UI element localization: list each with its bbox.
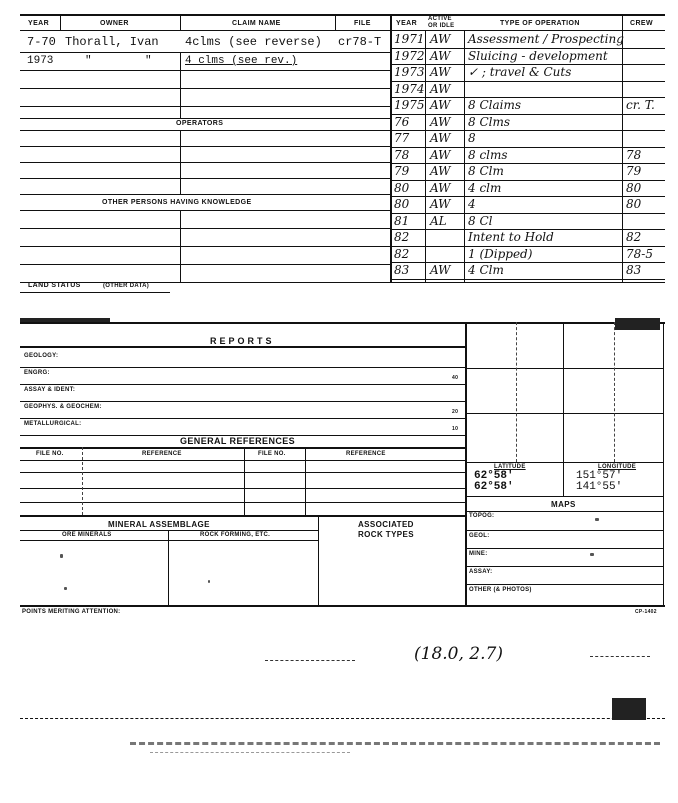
other-persons-rule [20,246,390,247]
activity-active-idle: AW [430,147,451,162]
activity-crew: 78-5 [626,246,653,261]
scan-noise [590,656,650,657]
activity-left-divider [390,14,392,282]
owner-row-2-owner: " [85,55,92,67]
land-status-sub: (OTHER DATA) [103,283,150,289]
grid-bottom-rule [465,462,663,463]
maps-assay-label: ASSAY: [469,569,493,575]
divider [180,52,181,118]
mineral-assemblage-title: MINERAL ASSEMBLAGE [108,520,210,529]
mineral-rule [20,530,318,531]
gen-ref-divider [305,447,306,515]
right-panel-right-border [663,322,664,605]
row-rule [20,52,390,53]
top-border [20,14,665,16]
maps-title: MAPS [551,500,576,509]
activity-active-idle: AW [430,32,451,46]
report-row-label: GEOLOGY: [24,353,59,359]
activity-active-idle: AW [430,263,451,277]
activity-operation: 4 [468,197,476,211]
col-header-active: ACTIVE [428,16,452,22]
mineral-rule [20,540,318,541]
grid-rule [465,413,663,414]
grid-rule [465,368,663,369]
operators-label: OPERATORS [176,120,224,127]
scan-speck [590,553,594,556]
gen-ref-rule [20,502,465,503]
coords-bottom-rule [465,496,663,497]
longitude-value-2: 141°55' [576,481,623,493]
owner-row-1-year: 7-70 [27,35,56,49]
points-meriting-attention-label: POINTS MERITING ATTENTION: [22,609,121,615]
divider [60,16,61,30]
ore-minerals-label: ORE MINERALS [62,532,112,538]
header-bottom-rule [20,30,665,31]
activity-operation: 8 Claims [468,98,521,112]
activity-operation: Assessment / Prospecting [468,32,624,46]
col-header-or-idle: OR IDLE [428,23,455,29]
activity-operation: 8 Clm [468,164,504,178]
form-id: CP-1402 [635,609,657,615]
latitude-value-2: 62°58' [474,481,514,493]
col-header-owner: OWNER [100,20,129,27]
operators-rule [20,178,390,179]
report-row-rule [20,384,465,385]
owner-row-2-year: 1973 [27,55,54,67]
mineral-divider [318,515,319,605]
land-status-bottom-rule [20,322,665,324]
maps-other-label: OTHER (& PHOTOS) [469,587,532,593]
scan-smudge [615,318,660,330]
other-persons-rule [20,210,390,211]
scan-speck [60,554,63,558]
longitude-label: LONGITUDE [598,464,637,470]
mineral-bottom-rule [20,605,665,607]
activity-year: 1972 [394,48,425,63]
activity-year: 82 [394,246,410,261]
divider [180,16,181,30]
scan-noise [265,660,355,661]
report-row-number: 20 [452,409,459,415]
gen-ref-divider [82,447,83,515]
gen-ref-bottom-rule [20,515,465,517]
report-row-label: GEOPHYS. & GEOCHEM: [24,404,102,410]
scan-speck [595,518,599,521]
scan-speck [208,580,210,583]
activity-divider [622,30,623,282]
col-header-claim-name: CLAIM NAME [232,20,281,27]
maps-geol-label: GEOL: [469,533,490,539]
operators-rule [20,146,390,147]
owner-row-2-owner-ditto: " [145,55,152,67]
col-header-type-of-operation: TYPE OF OPERATION [500,20,580,27]
right-panel-left-border [465,322,467,605]
col-header-file: FILE [354,20,371,27]
rock-forming-label: ROCK FORMING, ETC. [200,532,271,538]
grid-divider [563,322,564,462]
gen-ref-col-reference-2: REFERENCE [346,451,386,457]
activity-year: 76 [394,114,410,129]
activity-divider [425,30,426,282]
maps-topog-label: TOPOG: [469,513,495,519]
scan-noise [150,752,350,753]
activity-operation: 4 clm [468,180,502,195]
activity-operation: 8 [468,131,476,145]
activity-year: 81 [394,213,410,228]
divider [622,16,623,30]
latitude-value-1: 62°58' [474,470,514,482]
owner-row-1-claims: 4clms (see reverse) [185,35,322,49]
scan-smudge [612,698,646,720]
scan-speck [64,587,67,590]
activity-active-idle: AW [430,65,451,79]
activity-active-idle: AW [430,164,451,178]
grid-divider [614,322,615,462]
other-persons-rule [20,228,390,229]
activity-year: 78 [394,147,410,162]
longitude-value-1: 151°57' [576,470,623,482]
activity-active-idle: AL [430,213,447,228]
activity-active-idle: AW [430,98,451,112]
activity-crew: cr. T. [626,98,655,112]
handwritten-note: (18.0, 2.7) [414,644,503,664]
col-header-crew: CREW [630,20,653,27]
activity-active-idle: AW [430,197,451,211]
activity-crew: 82 [626,230,642,244]
col-header-year-2: YEAR [396,20,418,27]
report-row-label: ASSAY & IDENT: [24,387,76,393]
activity-operation: 8 clms [468,147,508,162]
activity-operation: 1 (Dipped) [468,246,533,261]
col-header-year: YEAR [28,20,50,27]
activity-year: 1974 [394,81,425,96]
activity-row-rule [390,279,665,280]
activity-divider [464,30,465,282]
owner-row-1-file: cr78-T [338,35,382,49]
grid-divider [516,322,517,462]
activity-year: 80 [394,197,410,211]
activity-crew: 79 [626,164,642,178]
gen-ref-col-file-no-2: FILE NO. [258,451,286,457]
operators-top-rule [20,118,390,119]
owner-row-1-owner: Thorall, Ivan [65,35,159,49]
activity-active-idle: AW [430,131,451,145]
maps-mine-label: MINE: [469,551,488,557]
mineral-divider [168,530,169,605]
report-row-label: METALLURGICAL: [24,421,82,427]
gen-ref-col-reference: REFERENCE [142,451,182,457]
scan-noise [20,718,665,719]
report-row-number: 10 [452,426,459,432]
activity-operation: Intent to Hold [468,230,554,244]
land-status-rule [20,292,170,293]
divider [180,210,181,282]
other-persons-rule [20,264,390,265]
operators-rule [20,130,390,131]
maps-title-rule [465,511,663,512]
operators-rule [20,162,390,163]
activity-year: 1971 [394,32,425,46]
report-row-rule [20,418,465,419]
operators-rule [20,194,390,195]
divider [180,130,181,194]
activity-operation: ✓ ; travel & Cuts [468,65,572,79]
activity-operation: 8 Clms [468,114,511,129]
activity-operation: Sluicing - development [468,48,608,63]
report-row-rule [20,367,465,368]
owner-row-2-claims: 4 clms (see rev.) [185,55,298,67]
associated-label: ASSOCIATED [358,520,414,529]
coords-divider [563,462,564,496]
latitude-label: LATITUDE [494,464,526,470]
other-persons-label: OTHER PERSONS HAVING KNOWLEDGE [102,199,252,206]
report-row-number: 40 [452,375,459,381]
activity-crew: 80 [626,180,642,195]
activity-year: 82 [394,230,410,244]
report-row-label: ENGRG: [24,370,50,376]
general-refs-title-rule [20,447,465,449]
activity-active-idle: AW [430,81,451,96]
activity-operation: 8 Cl [468,213,493,228]
gen-ref-divider [244,447,245,515]
reports-title: REPORTS [210,336,275,346]
land-status-label: LAND STATUS [28,282,81,289]
gen-ref-rule [20,460,465,461]
maps-rule [465,584,663,585]
maps-rule [465,548,663,549]
scan-noise [130,742,660,745]
row-rule [20,106,390,107]
activity-operation: 4 Clm [468,263,504,277]
report-row-rule [20,401,465,402]
activity-active-idle: AW [430,180,451,195]
activity-year: 77 [394,131,410,145]
row-rule [20,70,390,71]
activity-active-idle: AW [430,48,451,63]
reports-title-rule [20,346,465,348]
rock-types-label: ROCK TYPES [358,530,415,539]
activity-year: 1975 [394,98,425,112]
row-rule [20,88,390,89]
activity-crew: 78 [626,147,642,162]
activity-year: 80 [394,180,410,195]
activity-active-idle: AW [430,114,451,129]
activity-year: 1973 [394,65,425,79]
maps-rule [465,530,663,531]
maps-rule [465,566,663,567]
activity-crew: 83 [626,263,642,277]
activity-year: 79 [394,164,410,178]
divider [335,16,336,30]
activity-crew: 80 [626,197,642,211]
gen-ref-rule [20,472,465,473]
gen-ref-col-file-no: FILE NO. [36,451,64,457]
general-references-title: GENERAL REFERENCES [180,436,296,446]
gen-ref-rule [20,488,465,489]
activity-year: 83 [394,263,410,277]
